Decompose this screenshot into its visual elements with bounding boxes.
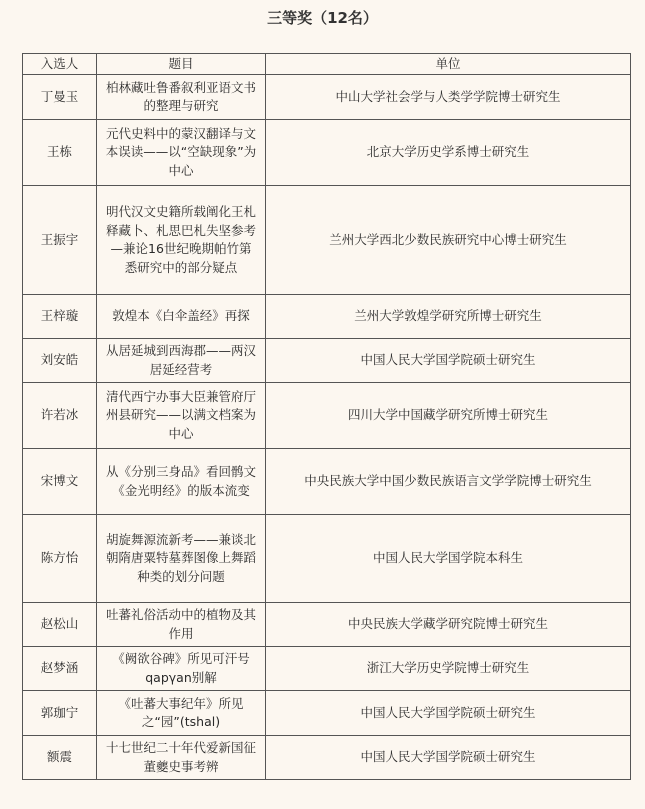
cell-name: 丁曼玉 [23,75,97,120]
table-header-row [23,54,631,75]
cell-unit: 浙江大学历史学院博士研究生 [266,647,631,691]
column-header-name: 入选人 [23,54,97,75]
cell-topic: 元代史料中的蒙汉翻译与文本误读——以“空缺现象”为中心 [97,120,266,186]
award-table [22,53,631,780]
cell-name: 王振宇 [23,186,97,295]
table-row [23,186,631,295]
cell-topic: 从《分别三身品》看回鹘文《金光明经》的版本流变 [97,449,266,515]
cell-topic: 吐蕃礼俗活动中的植物及其作用 [97,603,266,647]
table-row [23,383,631,449]
cell-topic: 胡旋舞源流新考——兼谈北朝隋唐粟特墓葬图像上舞蹈种类的划分问题 [97,515,266,603]
cell-name: 郭珈宁 [23,691,97,736]
cell-unit: 中国人民大学国学院本科生 [266,515,631,603]
cell-topic: 《吐蕃大事纪年》所见之“园”(tshal) [97,691,266,736]
cell-topic: 《阙欲谷碑》所见可汗号qapγan别解 [97,647,266,691]
cell-unit: 兰州大学西北少数民族研究中心博士研究生 [266,186,631,295]
cell-name: 王梓璇 [23,295,97,339]
cell-name: 许若冰 [23,383,97,449]
cell-unit: 中国人民大学国学院硕士研究生 [266,339,631,383]
table-row [23,647,631,691]
cell-unit: 中国人民大学国学院硕士研究生 [266,691,631,736]
table-row [23,691,631,736]
cell-name: 王栋 [23,120,97,186]
table-row [23,736,631,780]
cell-unit: 四川大学中国藏学研究所博士研究生 [266,383,631,449]
column-header-topic: 题目 [97,54,266,75]
table-row [23,603,631,647]
cell-topic: 从居延城到西海郡——两汉居延经营考 [97,339,266,383]
cell-topic: 十七世纪二十年代爱新国征董夔史事考辨 [97,736,266,780]
cell-name: 刘安皓 [23,339,97,383]
cell-name: 宋博文 [23,449,97,515]
cell-topic: 敦煌本《白伞盖经》再探 [97,295,266,339]
cell-name: 陈方怡 [23,515,97,603]
table-row [23,515,631,603]
cell-topic: 明代汉文史籍所载阐化王札释藏卜、札思巴札失坚参考—兼论16世纪晚期帕竹第悉研究中的部分疑点 [97,186,266,295]
cell-unit: 中国人民大学国学院硕士研究生 [266,736,631,780]
page-title: 三等奖（12名） [267,9,378,27]
table-row [23,339,631,383]
cell-topic: 柏林藏吐鲁番叙利亚语文书的整理与研究 [97,75,266,120]
cell-topic: 清代西宁办事大臣兼管府厅州县研究——以满文档案为中心 [97,383,266,449]
cell-unit: 中央民族大学中国少数民族语言文学学院博士研究生 [266,449,631,515]
table-row [23,295,631,339]
cell-unit: 兰州大学敦煌学研究所博士研究生 [266,295,631,339]
cell-unit: 中山大学社会学与人类学学院博士研究生 [266,75,631,120]
table-row [23,75,631,120]
table-row [23,120,631,186]
cell-unit: 中央民族大学藏学研究院博士研究生 [266,603,631,647]
cell-name: 额震 [23,736,97,780]
cell-name: 赵梦涵 [23,647,97,691]
cell-name: 赵松山 [23,603,97,647]
cell-unit: 北京大学历史学系博士研究生 [266,120,631,186]
table-row [23,449,631,515]
column-header-unit: 单位 [266,54,631,75]
